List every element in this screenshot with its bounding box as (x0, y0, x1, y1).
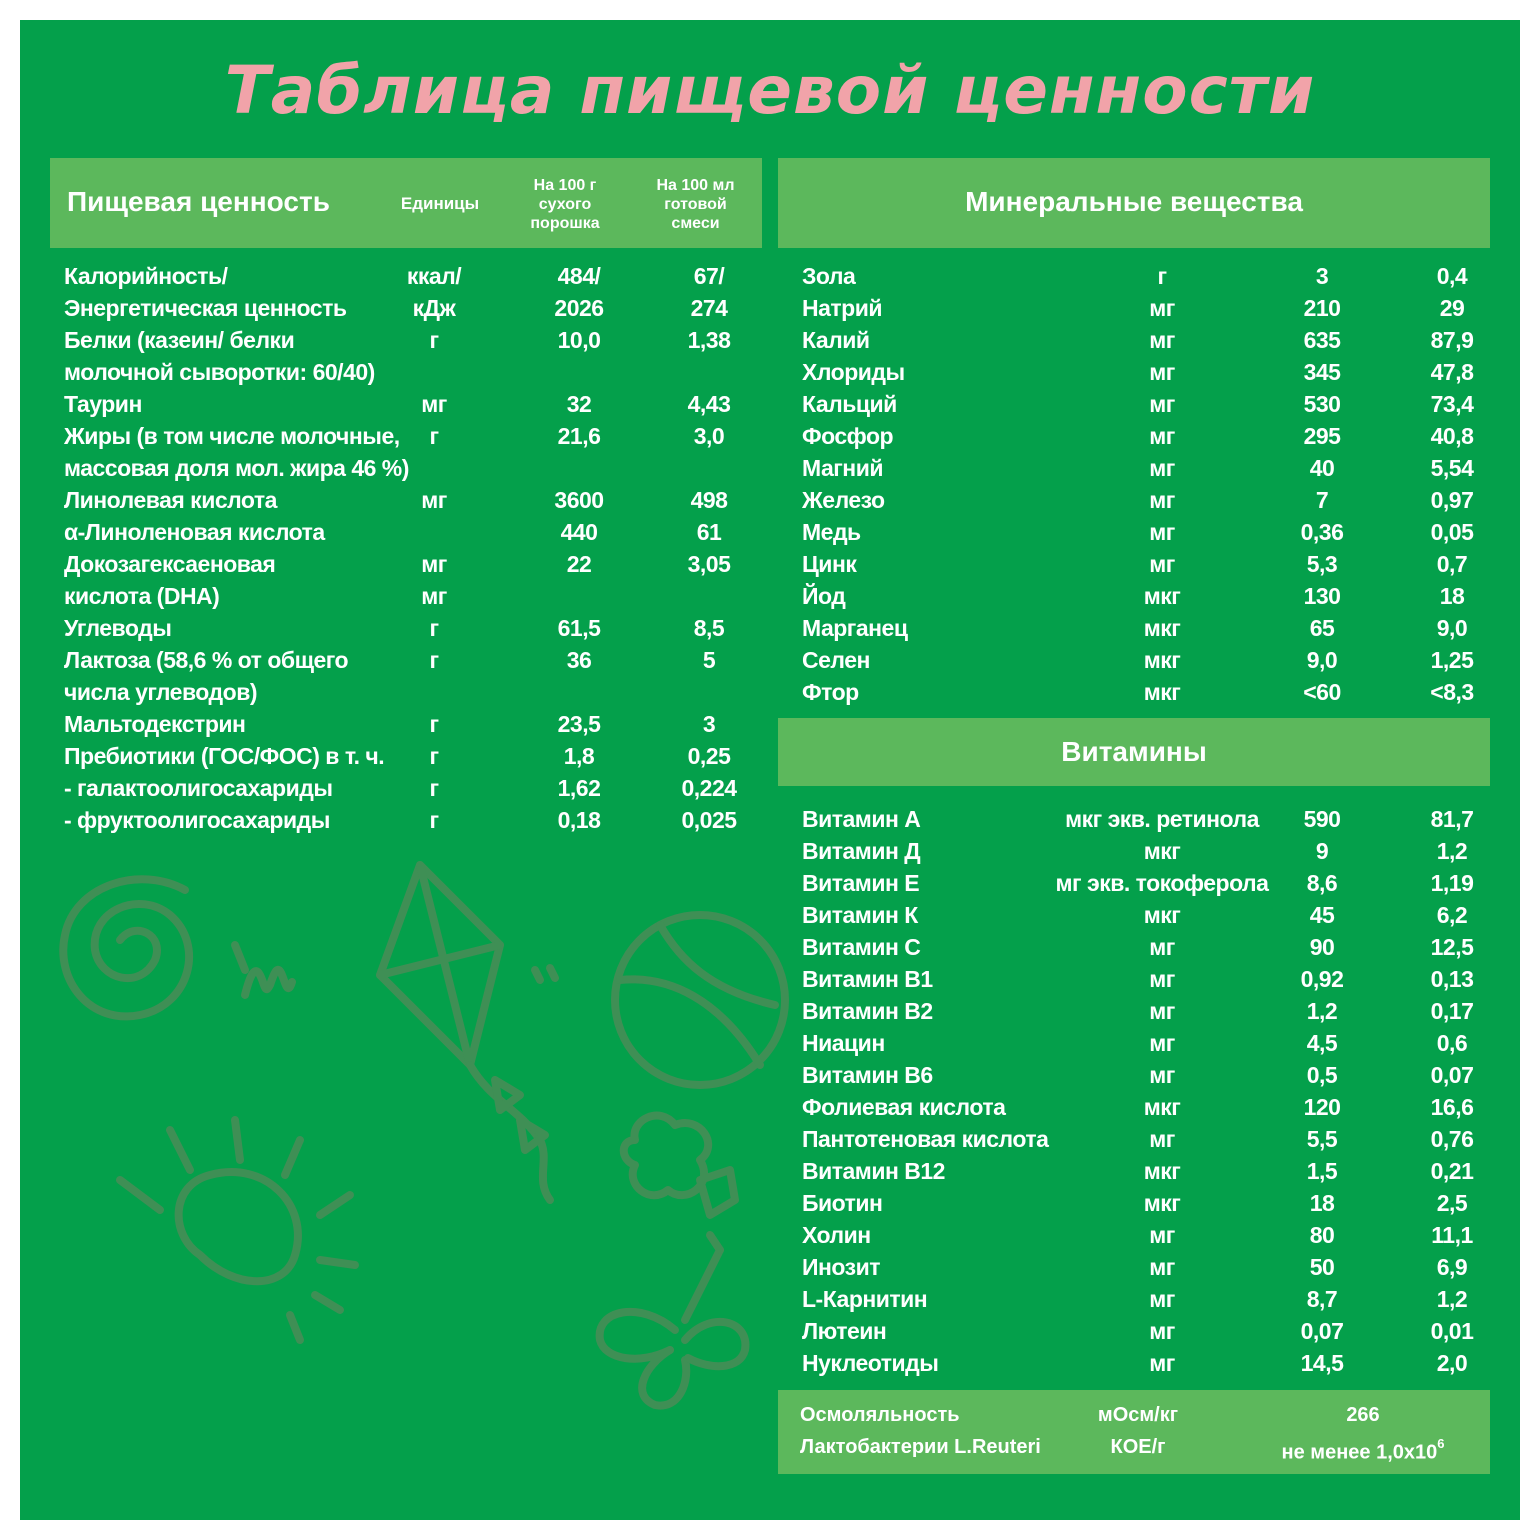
mineral-row (802, 356, 1502, 388)
mineral-row-per-100g: 210 (1303, 295, 1341, 321)
vitamin-row (802, 1187, 1502, 1219)
vitamin-row-unit: мг (1149, 1318, 1175, 1344)
nutrition-row-name: Пребиотики (ГОС/ФОС) в т. ч. (64, 743, 385, 769)
nutrition-row (64, 452, 764, 484)
nutrition-row-unit: г (429, 647, 439, 673)
mineral-row-per-100g: 345 (1303, 359, 1341, 385)
vitamin-row-per-100ml: 0,21 (1430, 1158, 1474, 1184)
nutrition-row-unit: г (429, 423, 439, 449)
vitamin-row (802, 899, 1502, 931)
nutrition-row-per-100ml: 498 (690, 487, 728, 513)
flower-icon (624, 1116, 735, 1215)
footer-row-lactobacteria: Лактобактерии L.Reuteri КОЕ/г не менее $1,0x10^6$ (800, 1436, 1445, 1464)
nutrition-row-per-100ml: 1,38 (687, 327, 731, 353)
mineral-row-name: Медь (802, 519, 861, 545)
mineral-row (802, 292, 1502, 324)
vitamin-row-per-100ml: 1,19 (1430, 870, 1474, 896)
vitamin-row-name: Витамин Е (802, 870, 920, 896)
vitamin-row-per-100ml: 1,2 (1436, 1286, 1468, 1312)
vitamin-row-per-100g: 45 (1309, 902, 1335, 928)
mineral-row-name: Йод (802, 583, 846, 609)
mineral-row-per-100ml: 18 (1439, 583, 1465, 609)
vitamin-row-per-100ml: 11,1 (1431, 1222, 1473, 1248)
mineral-row-per-100g: 7 (1315, 487, 1329, 513)
vitamin-row (802, 1155, 1502, 1187)
vitamin-row (802, 1219, 1502, 1251)
vitamin-row-name: Витамин В6 (802, 1062, 933, 1088)
nutrition-row-per-100ml: 0,025 (681, 807, 737, 833)
nutrition-row (64, 324, 764, 356)
vitamin-row (802, 803, 1502, 835)
vitamin-row-unit: мг (1149, 998, 1175, 1024)
vitamin-row (802, 995, 1502, 1027)
mineral-row (802, 452, 1502, 484)
vitamin-row-per-100g: 14,5 (1300, 1350, 1344, 1376)
vitamin-row-name: Биотин (802, 1190, 883, 1216)
vitamin-row-per-100g: 590 (1303, 806, 1341, 832)
minerals-header: Минеральные вещества (778, 158, 1490, 248)
footer-box (778, 1390, 1490, 1474)
mineral-row-per-100ml: 47,8 (1430, 359, 1474, 385)
vitamin-row (802, 1283, 1502, 1315)
vitamin-row-per-100g: 0,92 (1300, 966, 1344, 992)
nutrition-row-name: Линолевая кислота (64, 487, 277, 513)
mineral-row-per-100g: 530 (1303, 391, 1341, 417)
vitamin-row (802, 1315, 1502, 1347)
vitamin-row-name: Пантотеновая кислота (802, 1126, 1049, 1152)
vitamin-row-name: Ниацин (802, 1030, 885, 1056)
vitamin-row-per-100ml: 16,6 (1430, 1094, 1474, 1120)
nutrition-header (50, 158, 762, 248)
vitamin-row-per-100ml: 0,76 (1430, 1126, 1474, 1152)
vitamin-row-per-100ml: 2,0 (1436, 1350, 1468, 1376)
mineral-row (802, 516, 1502, 548)
mineral-row-per-100ml: 5,54 (1430, 455, 1474, 481)
vitamin-row-unit: мг (1149, 1286, 1175, 1312)
nutrition-row-name: Таурин (64, 391, 142, 417)
vitamin-row-per-100g: 50 (1309, 1254, 1335, 1280)
mineral-row-per-100g: 3 (1315, 263, 1329, 289)
vitamin-row-per-100g: 0,07 (1300, 1318, 1344, 1344)
mineral-row (802, 676, 1502, 708)
nutrition-row-per-100g: 0,18 (557, 807, 601, 833)
mineral-row-per-100ml: 1,25 (1430, 647, 1474, 673)
nutrition-row-per-100g: 21,6 (557, 423, 601, 449)
mineral-row-unit: мкг (1143, 615, 1181, 641)
nutrition-row-per-100g: 32 (566, 391, 592, 417)
mineral-row (802, 644, 1502, 676)
nutrition-row-name: α-Линоленовая кислота (64, 519, 325, 545)
nutrition-row-name: Углеводы (64, 615, 172, 641)
vitamin-row-per-100ml: 0,13 (1430, 966, 1474, 992)
nutrition-row-per-100ml: 67/ (693, 263, 725, 289)
vitamin-row-name: Витамин К (802, 902, 918, 928)
nutrition-row-unit: г (429, 327, 439, 353)
sun-icon (120, 1120, 355, 1340)
nutrition-row-unit: г (429, 711, 439, 737)
vitamin-row-unit: мкг экв. ретинола (1065, 806, 1259, 832)
vitamin-row-unit: мкг (1143, 838, 1181, 864)
mineral-row-unit: мкг (1143, 647, 1181, 673)
vitamin-row (802, 1059, 1502, 1091)
mineral-row-per-100g: <60 (1303, 679, 1341, 705)
nutrition-row (64, 260, 764, 292)
vitamin-row (802, 1091, 1502, 1123)
mineral-row (802, 484, 1502, 516)
mineral-row-unit: мг (1149, 295, 1175, 321)
mineral-row (802, 548, 1502, 580)
mineral-row-name: Фтор (802, 679, 859, 705)
mineral-row-unit: мг (1149, 551, 1175, 577)
nutrition-row-per-100ml: 5 (702, 647, 716, 673)
per-100g-header: На 100 г сухого порошка (530, 177, 600, 232)
nutrition-row (64, 292, 764, 324)
vitamin-row-per-100ml: 12,5 (1430, 934, 1474, 960)
nutrition-header-title: Пищевая ценность (67, 186, 330, 217)
units-header: Единицы (400, 194, 480, 213)
mineral-row-unit: мг (1149, 327, 1175, 353)
vitamin-row-name: Витамин В2 (802, 998, 933, 1024)
mineral-row-per-100g: 0,36 (1300, 519, 1344, 545)
mineral-row (802, 580, 1502, 612)
vitamin-row-per-100ml: 0,6 (1436, 1030, 1468, 1056)
vitamin-row-per-100g: 1,5 (1306, 1158, 1338, 1184)
nutrition-row-name: Мальтодекстрин (64, 711, 246, 737)
vitamin-row-name: Лютеин (802, 1318, 887, 1344)
vitamin-row-unit: мг (1149, 1030, 1175, 1056)
nutrition-row-unit: г (429, 615, 439, 641)
mineral-row-unit: мкг (1143, 583, 1181, 609)
mineral-row-per-100g: 9,0 (1306, 647, 1338, 673)
nutrition-row (64, 740, 764, 772)
vitamin-row-per-100g: 5,5 (1306, 1126, 1338, 1152)
nutrition-row-unit: ккал/ (406, 263, 462, 289)
vitamin-row-unit: мг (1149, 1062, 1175, 1088)
mineral-row-name: Цинк (802, 551, 857, 577)
mineral-row-name: Натрий (802, 295, 882, 321)
nutrition-row-per-100ml: 3,05 (687, 551, 731, 577)
lactobacteria-exponent: 6 (1437, 1436, 1445, 1451)
mineral-row-name: Хлориды (802, 359, 905, 385)
vitamin-row-unit: мг (1149, 934, 1175, 960)
vitamin-row-unit: мг (1149, 1254, 1175, 1280)
nutrition-row (64, 548, 764, 580)
mineral-row-name: Магний (802, 455, 883, 481)
nutrition-row-name: Калорийность/ (64, 263, 228, 289)
mineral-row (802, 324, 1502, 356)
vitamin-row-per-100g: 18 (1309, 1190, 1335, 1216)
vitamin-row-per-100ml: 6,9 (1436, 1254, 1468, 1280)
mineral-row-per-100ml: 0,97 (1430, 487, 1474, 513)
vitamin-row-per-100g: 1,2 (1306, 998, 1338, 1024)
vitamin-row (802, 931, 1502, 963)
mineral-row-unit: мг (1149, 487, 1175, 513)
nutrition-row-per-100g: 22 (566, 551, 592, 577)
vitamin-row-unit: мкг (1143, 1190, 1181, 1216)
vitamin-row-per-100g: 8,7 (1306, 1286, 1338, 1312)
nutrition-row-per-100ml: 3 (702, 711, 716, 737)
vitamin-row-per-100g: 120 (1303, 1094, 1341, 1120)
mineral-row-name: Калий (802, 327, 870, 353)
mineral-row (802, 612, 1502, 644)
minerals-table (802, 260, 1502, 708)
vitamin-row (802, 867, 1502, 899)
vitamin-row-per-100ml: 81,7 (1430, 806, 1474, 832)
vitamin-row-name: Витамин В12 (802, 1158, 945, 1184)
vitamin-row-name: Инозит (802, 1254, 881, 1280)
per-100ml-header: На 100 мл готовой смеси (656, 177, 735, 232)
spiral-icon (63, 879, 189, 1016)
vitamin-row-name: Холин (802, 1222, 871, 1248)
mineral-row-per-100ml: 9,0 (1436, 615, 1468, 641)
mineral-row-per-100ml: 29 (1439, 295, 1465, 321)
mineral-row-unit: мг (1149, 455, 1175, 481)
mineral-row-name: Кальций (802, 391, 897, 417)
vitamin-row-per-100ml: 2,5 (1436, 1190, 1468, 1216)
nutrition-row-unit: кДж (412, 295, 456, 321)
nutrition-row-per-100g: 1,8 (563, 743, 595, 769)
vitamin-row-name: Витамин Д (802, 838, 921, 864)
nutrition-row-per-100g: 23,5 (557, 711, 601, 737)
mineral-row-unit: мг (1149, 519, 1175, 545)
nutrition-row-per-100g: 61,5 (557, 615, 601, 641)
vitamin-row-unit: мг (1149, 1222, 1175, 1248)
nutrition-row-unit: мг (421, 487, 447, 513)
nutrition-row-unit: г (429, 743, 439, 769)
mineral-row-name: Селен (802, 647, 870, 673)
mineral-row-per-100g: 295 (1303, 423, 1341, 449)
nutrition-row-unit: мг (421, 391, 447, 417)
mineral-row-per-100ml: 0,4 (1436, 263, 1468, 289)
nutrition-row-name: молочной сыворотки: 60/40) (64, 359, 375, 385)
vitamin-row-per-100ml: 0,07 (1430, 1062, 1474, 1088)
nutrition-row (64, 388, 764, 420)
vitamin-row-per-100g: 4,5 (1306, 1030, 1338, 1056)
mineral-row (802, 420, 1502, 452)
mineral-row-per-100ml: <8,3 (1430, 679, 1474, 705)
vitamin-row (802, 1123, 1502, 1155)
nutrition-row-per-100g: 36 (566, 647, 592, 673)
nutrition-row-name: - фруктоолигосахариды (64, 807, 330, 833)
vitamin-row-unit: мг (1149, 966, 1175, 992)
mineral-row-per-100g: 40 (1309, 455, 1335, 481)
mineral-row (802, 260, 1502, 292)
vitamin-row-name: Витамин В1 (802, 966, 933, 992)
lactobacteria-value: не менее 1,0x10 (1281, 1441, 1438, 1464)
page-title: Таблица пищевой ценности (224, 52, 1316, 129)
nutrition-row-name: Белки (казеин/ белки (64, 327, 295, 353)
vitamin-row-name: Витамин А (802, 806, 921, 832)
vitamins-header: Витамины (778, 718, 1490, 786)
nutrition-row (64, 772, 764, 804)
vitamin-row-per-100g: 80 (1309, 1222, 1335, 1248)
vitamins-table (802, 803, 1502, 1379)
nutrition-row-unit: г (429, 775, 439, 801)
mineral-row-per-100g: 130 (1303, 583, 1341, 609)
nutrition-row-per-100ml: 8,5 (693, 615, 725, 641)
footer-row-osmolality: Осмоляльность мОсм/кг 266 (800, 1404, 1380, 1426)
mineral-row-name: Зола (802, 263, 856, 289)
mineral-row-unit: мг (1149, 423, 1175, 449)
vitamin-row-name: Фолиевая кислота (802, 1094, 1006, 1120)
mineral-row-name: Железо (802, 487, 885, 513)
nutrition-row-unit: мг (421, 551, 447, 577)
mineral-row-unit: мг (1149, 391, 1175, 417)
mineral-row-per-100ml: 40,8 (1430, 423, 1474, 449)
nutrition-row-name: Энергетическая ценность (64, 295, 347, 321)
nutrition-row-per-100ml: 61 (696, 519, 722, 545)
nutrition-row (64, 676, 764, 708)
nutrition-row (64, 580, 764, 612)
nutrition-row (64, 484, 764, 516)
butterfly-icon (600, 1235, 746, 1406)
nutrition-table (64, 260, 764, 836)
mineral-row-per-100ml: 0,7 (1436, 551, 1468, 577)
mineral-row (802, 388, 1502, 420)
vitamin-row-unit: мкг (1143, 1158, 1181, 1184)
nutrition-row-per-100g: 3600 (554, 487, 604, 513)
nutrition-row-per-100g: 440 (560, 519, 598, 545)
vitamin-row-per-100ml: 0,01 (1430, 1318, 1474, 1344)
nutrition-row-unit: г (429, 807, 439, 833)
vitamin-row-unit: мг (1149, 1350, 1175, 1376)
mineral-row-name: Марганец (802, 615, 908, 641)
vitamin-row-per-100g: 0,5 (1306, 1062, 1338, 1088)
vitamin-row (802, 963, 1502, 995)
vitamin-row-per-100ml: 6,2 (1436, 902, 1468, 928)
nutrition-row (64, 420, 764, 452)
mineral-row-per-100ml: 0,05 (1430, 519, 1474, 545)
vitamin-row (802, 1251, 1502, 1283)
vitamin-row-per-100ml: 1,2 (1436, 838, 1468, 864)
nutrition-row-name: Жиры (в том числе молочные, (64, 423, 400, 449)
ball-icon (615, 915, 785, 1085)
vitamin-row-per-100g: 9 (1315, 838, 1329, 864)
mineral-row-per-100ml: 73,4 (1430, 391, 1474, 417)
nutrition-row-name: - галактоолигосахариды (64, 775, 333, 801)
nutrition-row-per-100ml: 274 (690, 295, 728, 321)
vitamin-row-per-100g: 8,6 (1306, 870, 1338, 896)
vitamin-row-per-100ml: 0,17 (1430, 998, 1474, 1024)
vitamin-row (802, 835, 1502, 867)
nutrition-row-name: Лактоза (58,6 % от общего (64, 647, 349, 673)
nutrition-row-name: числа углеводов) (64, 679, 258, 705)
nutrition-row (64, 804, 764, 836)
vitamin-row (802, 1027, 1502, 1059)
nutrition-row-name: массовая доля мол. жира 46 %) (64, 455, 409, 481)
mineral-row-unit: мкг (1143, 679, 1181, 705)
vitamin-row-per-100g: 90 (1309, 934, 1335, 960)
vitamin-row-unit: мг (1149, 1126, 1175, 1152)
nutrition-row (64, 516, 764, 548)
vitamin-row-unit: мкг (1143, 1094, 1181, 1120)
nutrition-row-per-100g: 484/ (557, 263, 601, 289)
vitamin-row-name: L-Карнитин (802, 1286, 928, 1312)
nutrition-row-per-100ml: 3,0 (693, 423, 725, 449)
mineral-row-name: Фосфор (802, 423, 894, 449)
nutrition-row-per-100g: 10,0 (557, 327, 601, 353)
vitamin-row-unit: мкг (1143, 902, 1181, 928)
nutrition-row-per-100ml: 4,43 (687, 391, 731, 417)
nutrition-row-unit: мг (421, 583, 447, 609)
nutrition-row (64, 356, 764, 388)
nutrition-row-name: Докозагексаеновая (64, 551, 276, 577)
mineral-row-per-100g: 65 (1309, 615, 1335, 641)
nutrition-row (64, 708, 764, 740)
nutrition-row (64, 644, 764, 676)
mineral-row-unit: мг (1149, 359, 1175, 385)
nutrition-row-per-100ml: 0,25 (687, 743, 731, 769)
mineral-row-unit: г (1157, 263, 1167, 289)
nutrition-row-per-100g: 2026 (554, 295, 604, 321)
mineral-row-per-100ml: 87,9 (1430, 327, 1474, 353)
nutrition-row-per-100g: 1,62 (557, 775, 601, 801)
vitamin-row (802, 1347, 1502, 1379)
mineral-row-per-100g: 5,3 (1306, 551, 1338, 577)
vitamin-row-name: Витамин С (802, 934, 921, 960)
vitamin-row-unit: мг экв. токоферола (1055, 870, 1269, 896)
vitamin-row-name: Нуклеотиды (802, 1350, 939, 1376)
nutrition-row-per-100ml: 0,224 (681, 775, 737, 801)
nutrition-row-name: кислота (DHA) (64, 583, 220, 609)
mineral-row-per-100g: 635 (1303, 327, 1341, 353)
kite-icon (380, 865, 550, 1200)
nutrition-row (64, 612, 764, 644)
